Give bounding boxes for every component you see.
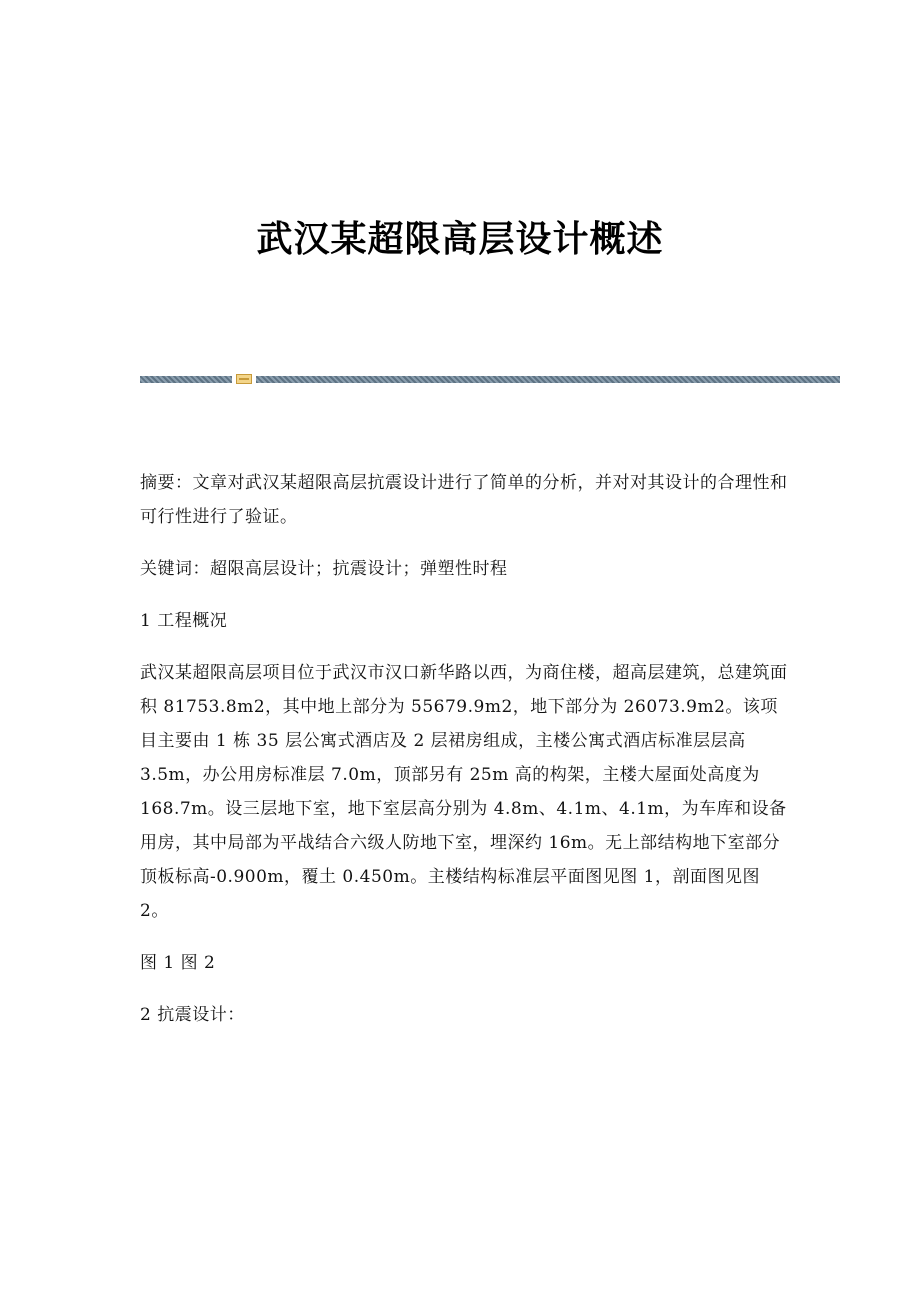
title-divider: [140, 374, 840, 384]
divider-ornament-icon: [236, 374, 252, 384]
keywords-paragraph: 关键词：超限高层设计；抗震设计；弹塑性时程: [140, 559, 508, 579]
section-2-heading: 2 抗震设计：: [140, 1005, 245, 1025]
divider-bar-right: [256, 376, 840, 383]
document-title: 武汉某超限高层设计概述: [256, 219, 664, 260]
section-1-heading: 1 工程概况: [140, 611, 228, 631]
section-1-body: 武汉某超限高层项目位于武汉市汉口新华路以西，为商住楼，超高层建筑，总建筑面积 81753.8m2，其中地上部分为 55679.9m2，地下部分为 26073.9m2。该项目主要由 1 栋 35 层公寓式酒店及 2 层裙房组成，主楼公寓式酒店标准层层高3.5m，办公用房标准层 7.0m，顶部另有 25m 高的构架，主楼大屋面处高度为168.7m。设三层地下室，地下室层高分别为 4.8m、4.1m、4.1m，为车库和设备用房，其中局部为平战结合六级人防地下室，埋深约 16m。无上部结构地下室部分顶板标高-0.900m，覆土 0.450m。主楼结构标准层平面图见图 1，剖面图见图 2。: [140, 663, 788, 921]
document-body: [140, 466, 790, 1050]
divider-bar-left: [140, 376, 232, 383]
figure-caption: 图 1 图 2: [140, 953, 216, 973]
abstract-paragraph: 摘要：文章对武汉某超限高层抗震设计进行了简单的分析，并对对其设计的合理性和可行性进行了验证。: [140, 473, 788, 527]
